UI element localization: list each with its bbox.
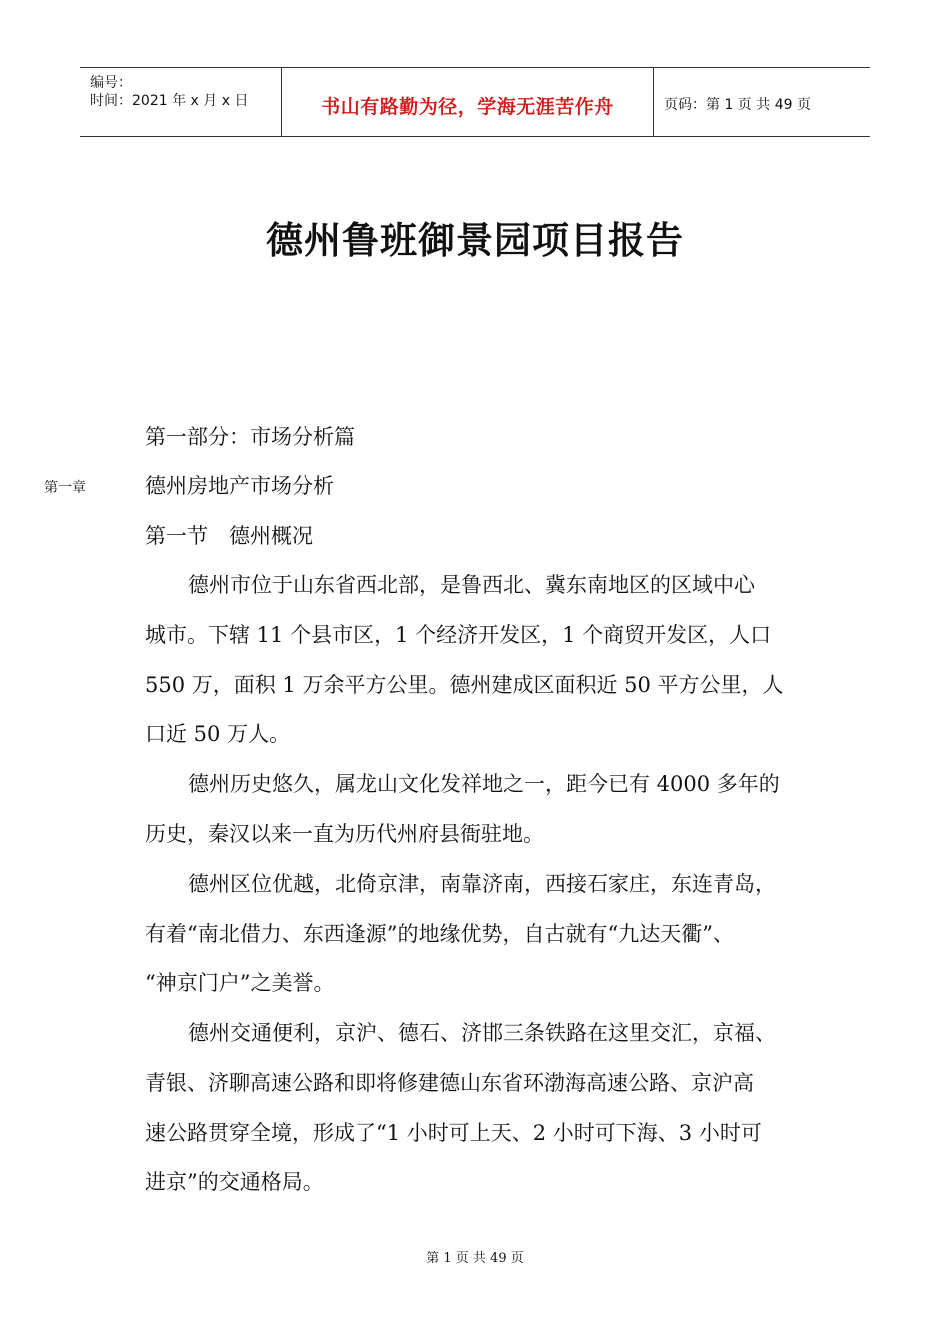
body-line: 德州交通便利，京沪、德石、济邯三条铁路在这里交汇，京福、 (188, 1021, 776, 1045)
header-motto-cell (282, 68, 654, 136)
body-line: 德州历史悠久，属龙山文化发祥地之一，距今已有 4000 多年的 (188, 772, 780, 796)
body-line: 有着“南北借力、东西逢源”的地缘优势，自古就有“九达天衢”、 (145, 922, 734, 946)
section-heading: 第一节 德州概况 (145, 524, 313, 548)
body-line: 青银、济聊高速公路和即将修建德山东省环渤海高速公路、京沪高 (145, 1071, 754, 1095)
body-line: 速公路贯穿全境，形成了“1 小时可上天、2 小时可下海、3 小时可 (145, 1121, 762, 1145)
document-title: 德州鲁班御景园项目报告 (266, 219, 684, 262)
header-page-cell (654, 68, 870, 136)
number-label: 编号： (90, 75, 132, 91)
chapter-title: 德州房地产市场分析 (145, 474, 334, 498)
body-line: “神京门户”之美誉。 (145, 971, 335, 995)
body-line: 进京”的交通格局。 (145, 1170, 324, 1194)
page-info: 页码：第 1 页 共 49 页 (664, 97, 811, 113)
body-line: 历史，秦汉以来一直为历代州府县衙驻地。 (145, 822, 544, 846)
page-footer: 第 1 页 共 49 页 (426, 1251, 524, 1266)
part-heading: 第一部分：市场分析篇 (145, 425, 355, 449)
body-line: 德州市位于山东省西北部，是鲁西北、冀东南地区的区域中心 (188, 573, 755, 597)
header-meta-cell (80, 68, 282, 136)
chapter-label: 第一章 (44, 480, 86, 496)
body-line: 城市。下辖 11 个县市区，1 个经济开发区，1 个商贸开发区，人口 (145, 623, 772, 647)
body-line: 德州区位优越，北倚京津，南靠济南，西接石家庄，东连青岛， (188, 872, 776, 896)
body-line: 550 万，面积 1 万余平方公里。德州建成区面积近 50 平方公里，人 (145, 673, 784, 697)
time-label: 时间：2021 年 x 月 x 日 (90, 93, 249, 109)
body-line: 口近 50 万人。 (145, 722, 291, 746)
header-table (80, 67, 870, 137)
motto-text: 书山有路勤为径，学海无涯苦作舟 (321, 95, 614, 118)
